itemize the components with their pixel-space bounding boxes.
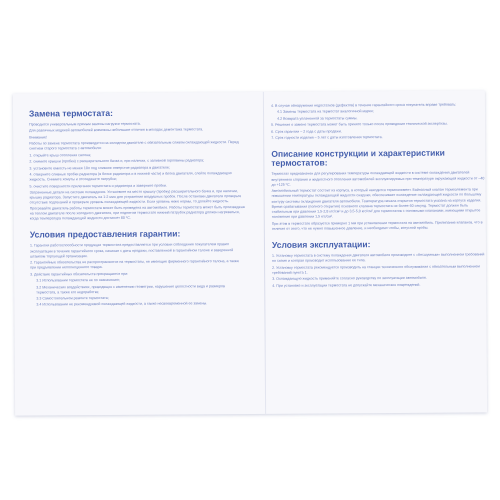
paragraph: Внимание!	[29, 135, 48, 140]
list-item: 3. установите емкость не менее 10л под сливное отверстие радиатора в двигателе;	[29, 165, 170, 171]
list-item: 5. очистите поверхности прилегания термостата и радиатора и заверните пробки.	[29, 183, 167, 189]
paragraph: При этом в термостате образуется примерно 1 мм при установлении термостата на автомобиль. Прилипание клапанов, что в отличие от этого, что не нужно повышенное давление, и необходимо чтобы, конусной пробы.	[271, 219, 483, 231]
section-heading-description: Описание конструкции и характеристики термостатов:	[271, 147, 445, 169]
list-item: 3.1 Использовании термостата не по назначению;	[36, 278, 120, 283]
list-item: 1. Гарантия работоспособности продукции термостата предоставляется при условии соблюдения покупателем правил эксплуатации в течение гарантийного срока, начиная с даты продажи, поставленной в гарантийном талоне и заверенной штампом торгующей организации.	[29, 242, 234, 259]
list-item: 2. Установку термостата рекомендуется производить на станции технического обслуживания с обязательным выполнением требований пункта 1.	[272, 264, 480, 275]
list-item: 2. снимите крышки (пробки) с расширительного бачка и, при наличии, с заливной горловины радиатора;	[29, 158, 205, 164]
list-item: 2. Гарантийные обязательства не распространяются на термостаты, не имеющие фирменного гарантийного талона, а также при предъявлении неполноценного товара.	[30, 259, 240, 270]
paragraph: Автомобильный термостат состоит из корпуса, в который находится термоэлемент. Байпасный клапан термоэлемента при повышении температуры охлаждающей жидкости снаружи, обеспечивает охлаждение охлаждающей жидкости по большому контуру системы охлаждения двигателя автомобиля. Температура начала открытия термостата указана на корпусе изделия. Время срабатывания (полного открытия) основного клапана термостата не более 60 секунд. Термостат должен быть стабильным при давлении 1,5-2,8 кгс/см² и до 3,5-5,0 кгс/см² для термостатов с основными клапанами, имеющими открытое положение при давлении 1,5 кгс/см².	[271, 187, 482, 220]
list-item: 4.2 Возврата уплаченной за термостаты суммы.	[277, 116, 358, 121]
list-item: 4. При установке и эксплуатации термостата не допускайте механических повреждений.	[272, 282, 421, 288]
list-item: 3.4 Использовании не рекомендуемой охлаждающей жидкости, а также несвоевременной ее замены.	[36, 301, 208, 307]
list-item: 1. открыйте крыш отопления салона;	[29, 152, 92, 158]
list-item: 4. отверните сливные пробки радиатора (в блоке радиатора и в нижней части) и блока двигателя, слейте охлаждающую жидкость. Снимите хомуты и отсоедините патрубки;	[29, 171, 232, 182]
list-item: 1. Установку термостата в систему охлаждения двигателя автомобиля производите с «бесшумным» выполнением требований по схеме и которая производит использованию ее типа.	[272, 252, 485, 264]
paragraph: Термостат предназначен для регулирования температуры охлаждающей жидкости в системе охлаждения двигателей внутреннего сгорания и жидкостного отопления автомобилей эксплуатируемых при температуре окружающей жидкости от –40 до +125 ºC.	[271, 170, 485, 187]
section-heading-warranty: Условия предоставления гарантии:	[29, 228, 181, 240]
leaflet-sheet	[13, 90, 487, 415]
list-item: 3. Охлаждающую жидкость применяйте согласно руководству по эксплуатации автомобиля.	[272, 276, 427, 282]
list-item: 3.3 Самостоятельном ремонте термостата;	[36, 296, 109, 301]
paragraph: Проводится универсальным прямым замены нагрузки термостата.	[29, 121, 141, 127]
list-item: 5. Решение о замене термостата может быть принято только после проведения технической экспертизы.	[271, 121, 448, 128]
right-column	[271, 102, 487, 290]
list-item: 3.2 Механических воздействиях, приводящих к изменению геометрии, нарушению целостности вида и размеров термостата, а также его недоработке;	[36, 283, 225, 295]
list-item: 6. Срок гарантии – 2 года с даты продажи.	[271, 128, 342, 134]
section-heading-replacement: Замена термостата:	[28, 107, 113, 119]
list-item: 4.1 Замены термостата на термостат аналогичной марки;	[277, 109, 374, 115]
fold-line	[263, 92, 266, 414]
paragraph: Затраченные детали на системе охлаждения. Установите на место крышку (пробку) расширительного бачка и, при наличии, крышку радиатора. Запустите двигатель на 1-2 мин для устранения воздушных пробок. После остановки двигателя проверьте отсутствие подтеканий и проверьте уровень охлаждающей жидкости. Если уровень ниже нормы, то долейте жидкость. Прогревайте двигатель работы термостата может быть проведена на автомобиле. Работы термостата может быть произведена на теплом двигателе после холодного двигателя, при поднятом термостате нижний патрубок радиатора должен нагреваться, когда температура охлаждающей жидкости достигнет 80 ºC.	[29, 189, 245, 221]
list-item: 7. Срок годности изделия – 5 лет с даты изготовления термостата.	[271, 135, 383, 140]
left-column	[29, 104, 245, 309]
list-item: 3. Действие гарантийных обязательств прекращается при:	[30, 271, 129, 277]
list-item: 4. В случае обнаружения недостатков (дефектов) в течение гарантийного срока покупатель вправе требовать:	[270, 102, 457, 108]
paragraph: Работы по замене термостата производятся на холодном двигателе с обязательным сливом охлаждающей жидкости. Перед снятием старого термостата с автомобиля:	[29, 140, 239, 151]
paragraph: Для различных модекей автомобилей возможны небольшие отличия в моходах демонтажа термостата.	[29, 127, 204, 133]
section-heading-operation: Условия эксплуатации:	[271, 239, 371, 250]
